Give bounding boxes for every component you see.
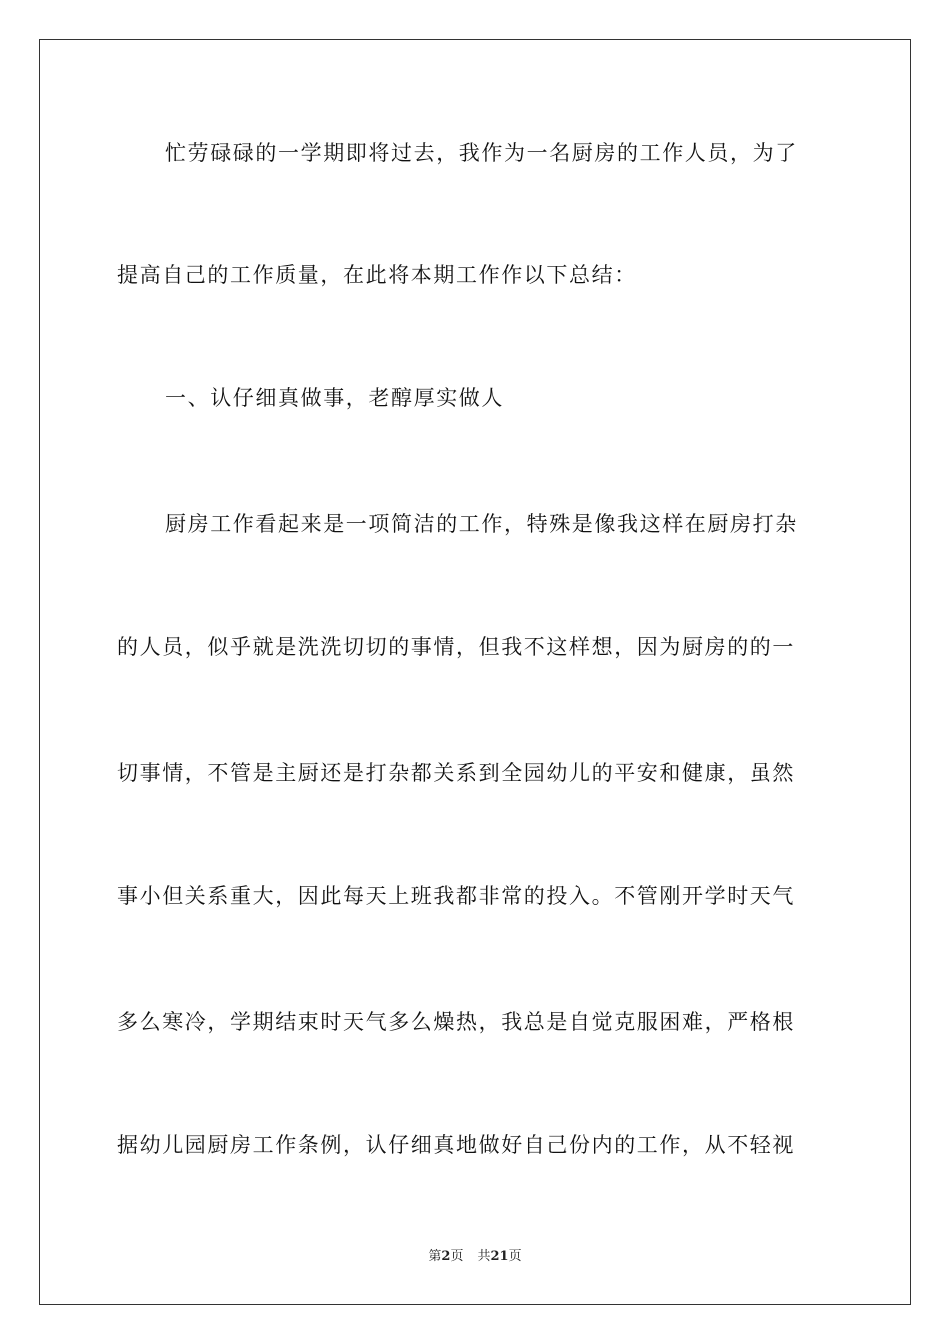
page-number: 2 — [441, 1249, 451, 1264]
page-suffix: 页 — [450, 1249, 464, 1264]
body-line-2: 提高自己的工作质量，在此将本期工作作以下总结： — [117, 263, 637, 287]
page-footer — [0, 1248, 950, 1266]
page-prefix: 第 — [428, 1249, 442, 1264]
total-prefix: 共 — [477, 1249, 491, 1264]
body-line-7: 多么寒冷，学期结束时天气多么燥热，我总是自觉克服困难，严格根 — [117, 1010, 795, 1034]
body-line-5: 切事情，不管是主厨还是打杂都关系到全园幼儿的平安和健康，虽然 — [117, 761, 795, 785]
body-line-4: 的人员，似乎就是洗洗切切的事情，但我不这样想，因为厨房的的一 — [117, 635, 795, 659]
body-line-1: 忙劳碌碌的一学期即将过去，我作为一名厨房的工作人员，为了 — [165, 141, 798, 165]
page-border — [39, 39, 911, 1305]
body-line-8: 据幼儿园厨房工作条例，认仔细真地做好自己份内的工作，从不轻视 — [117, 1133, 795, 1157]
body-line-6: 事小但关系重大，因此每天上班我都非常的投入。不管刚开学时天气 — [117, 884, 795, 908]
total-suffix: 页 — [508, 1249, 522, 1264]
section-heading-1: 一、认仔细真做事，老醇厚实做人 — [165, 386, 504, 410]
total-pages: 21 — [490, 1249, 509, 1264]
body-line-3: 厨房工作看起来是一项简洁的工作，特殊是像我这样在厨房打杂 — [165, 512, 798, 536]
